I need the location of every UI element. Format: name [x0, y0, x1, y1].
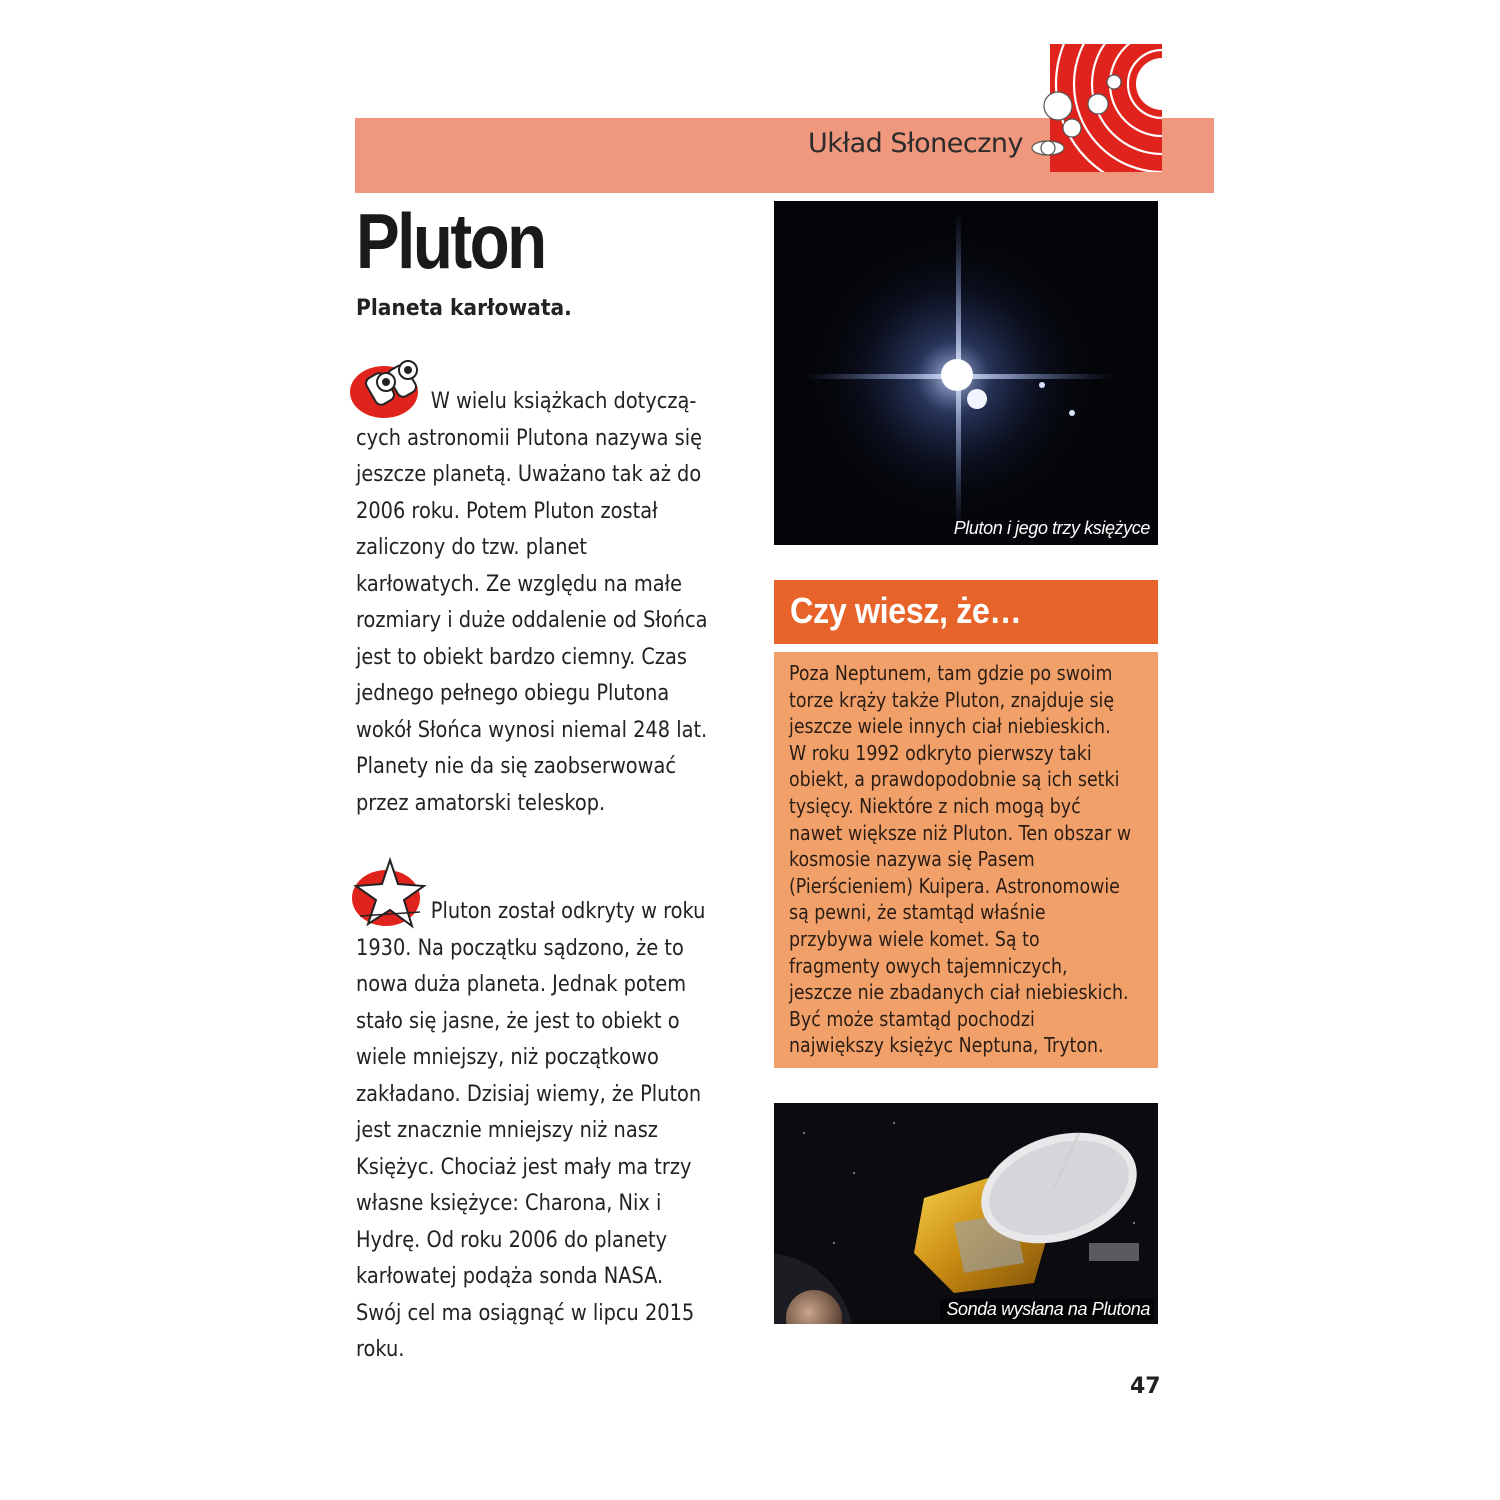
paragraph-1: [356, 384, 708, 822]
page-subtitle: Planeta karłowata.: [356, 296, 572, 321]
probe-photo: [774, 1103, 1158, 1324]
page-number: 47: [1130, 1374, 1161, 1399]
did-you-know-box: [774, 652, 1158, 1068]
section-title: Układ Słoneczny: [808, 128, 1023, 159]
did-you-know-header: [774, 580, 1158, 644]
pluton-moons-illustration: [774, 201, 1158, 545]
pluton-moons-photo: [774, 201, 1158, 545]
paragraph-1-first-line: W wielu książkach dotyczą-: [430, 389, 697, 414]
probe-illustration: [774, 1103, 1158, 1324]
paragraph-2: [356, 894, 708, 1369]
did-you-know-text: Poza Neptunem, tam gdzie po swoim torze krąży także Pluton, znajduje się jeszcze wiele innych ciał niebieskich. W roku 1992 odkryto pierwszy taki obiekt, a prawdopodobnie są ich setki tysięcy. Niektóre z nich mogą być nawet większe niż Pluton. Ten obszar w kosmosie nazywa się Pasem (Pierścieniem) Kuipera. Astronomowie są pewni, że stamtąd właśnie przybywa wiele komet. Są to fragmenty owych tajemniczych, jeszcze nie zbadanych ciał niebieskich. Być może stamtąd pochodzi największy księżyc Neptuna, Tryton.: [789, 661, 1132, 1058]
page-title: Pluton: [356, 197, 545, 285]
photo-2-caption: Sonda wysłana na Plutona: [940, 1299, 1154, 1320]
did-you-know-title: Czy wiesz, że…: [790, 590, 1022, 631]
photo-1-caption: Pluton i jego trzy księżyce: [953, 518, 1150, 538]
paragraph-2-body: 1930. Na początku sądzono, że to nowa duża planeta. Jednak potem stało się jasne, że jest to obiekt o wiele mniejszy, niż początkowo zakładano. Dzisiaj wiemy, że Pluton jest znacznie mniejszy niż nasz Księżyc. Chociaż jest mały ma trzy własne księżyce: Charona, Nix i Hydrę. Od roku 2006 do planety karłowatej podąża sonda NASA. Swój cel ma osiągnąć w lipcu 2015 roku.: [356, 935, 702, 1362]
solar-system-logo-icon: [1030, 44, 1162, 172]
paragraph-1-body: cych astronomii Plutona nazywa się jeszcze planetą. Uważano tak aż do 2006 roku. Potem Pluton został zaliczony do tzw. planet karłowatych. Ze względu na małe rozmiary i duże oddalenie od Słońca jest to obiekt bardzo ciemny. Czas jednego pełnego obiegu Plutona wokół Słońca wynosi niemal 248 lat. Planety nie da się zaobserwować przez amatorski teleskop.: [356, 425, 708, 816]
paragraph-2-first-line: Pluton został odkryty w roku: [430, 899, 706, 924]
